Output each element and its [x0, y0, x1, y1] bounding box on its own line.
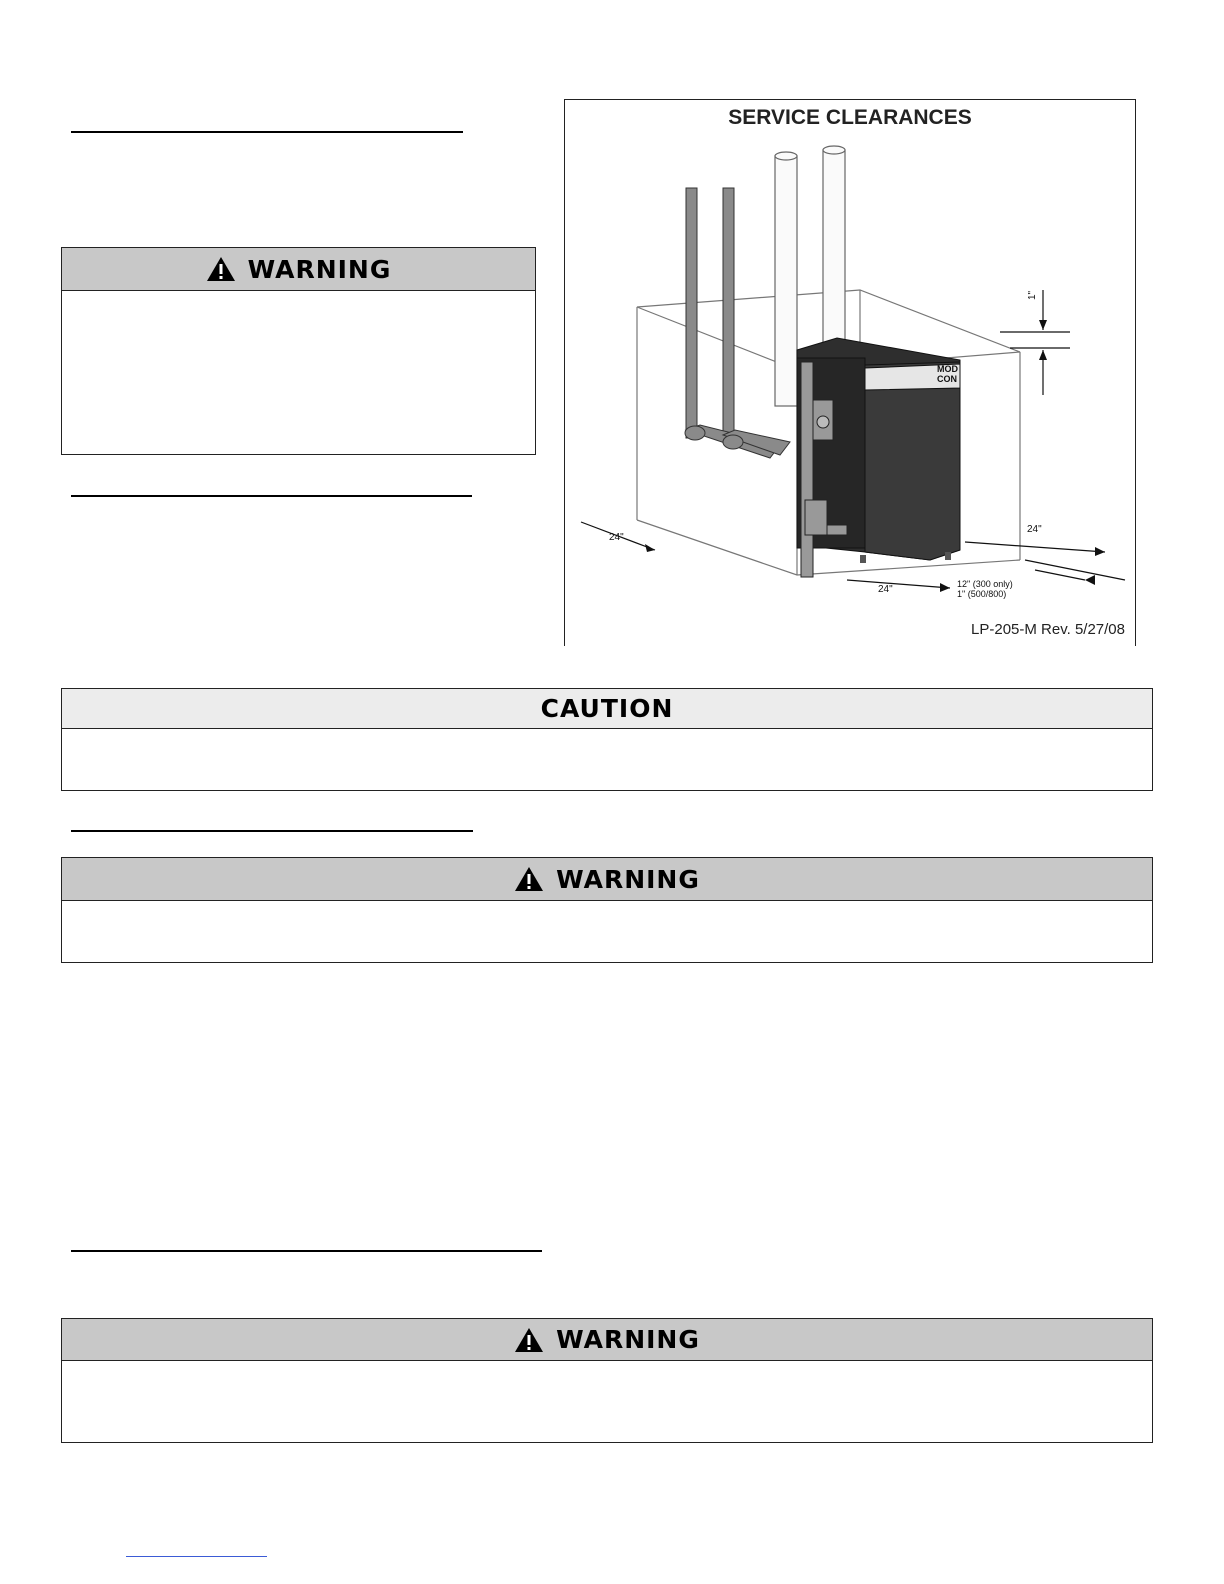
section-heading-rule-2	[71, 495, 472, 497]
figure-title: SERVICE CLEARANCES	[728, 106, 972, 129]
dim-side-12: 12" (300 only)	[957, 579, 1013, 589]
warning-header	[62, 858, 1152, 901]
caution-header	[62, 689, 1152, 729]
dim-top: 1"	[1027, 290, 1038, 300]
dim-right: 24"	[1027, 524, 1042, 535]
warning-icon	[514, 1327, 544, 1353]
warning-box-3	[61, 1318, 1153, 1443]
warning-box-1	[61, 247, 536, 455]
service-clearances-figure	[564, 99, 1136, 646]
figure-caption: LP-205-M Rev. 5/27/08	[971, 621, 1125, 638]
dim-side-1: 1" (500/800)	[957, 589, 1007, 599]
warning-icon	[514, 866, 544, 892]
caution-title: CAUTION	[540, 694, 674, 723]
warning-header	[62, 248, 535, 291]
boiler-brand-label: MOD	[937, 364, 958, 374]
svg-text:CON: CON	[937, 374, 957, 384]
boiler-clearance-diagram	[565, 100, 1135, 647]
warning-title: WARNING	[556, 864, 700, 894]
caution-box	[61, 688, 1153, 791]
warning-title: WARNING	[556, 1325, 700, 1354]
dim-left: 24"	[609, 532, 624, 543]
warning-icon	[206, 256, 236, 282]
section-heading-rule-4	[71, 1250, 542, 1252]
section-heading-rule-1	[71, 131, 463, 133]
footer-link-underline[interactable]	[126, 1556, 267, 1557]
warning-header	[62, 1319, 1152, 1361]
warning-title: WARNING	[247, 254, 392, 284]
dim-front: 24"	[878, 584, 893, 595]
warning-box-2	[61, 857, 1153, 963]
section-heading-rule-3	[71, 830, 473, 832]
